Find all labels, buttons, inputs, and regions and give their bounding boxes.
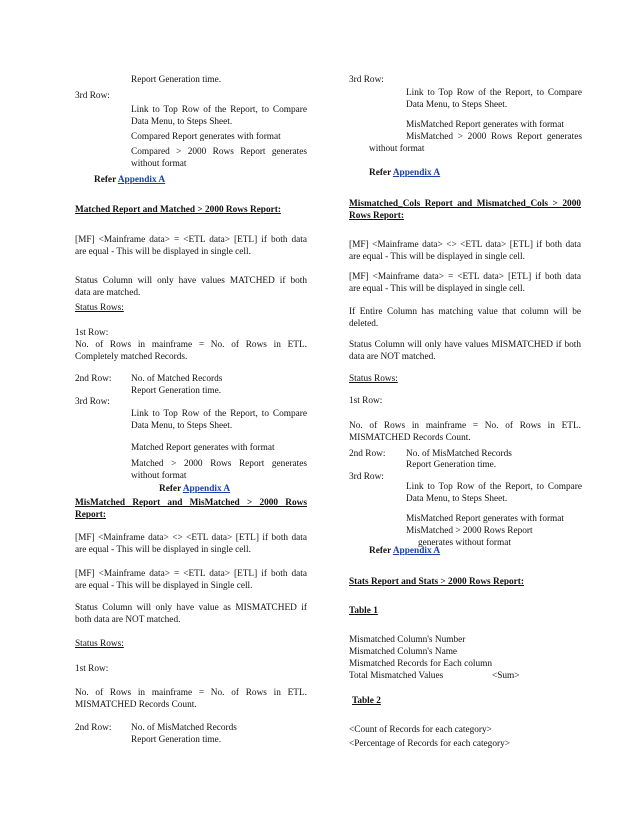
row-description: Data Menu, to Steps Sheet. — [406, 100, 508, 110]
table-value: <Sum> — [492, 671, 520, 681]
section-heading: Matched Report and Matched > 2000 Rows Report: — [75, 205, 281, 215]
row-description: No. of MisMatched Records — [131, 723, 237, 733]
format-note: MisMatched Report generates with format — [406, 120, 565, 130]
format-note: MisMatched Report generates with format — [406, 514, 565, 524]
paragraph: [MF] <Mainframe data> = <ETL data> [ETL] if both data — [75, 569, 307, 579]
format-note: Compared Report generates with format — [131, 132, 281, 142]
row-description: No. of Rows in mainframe = No. of Rows in ETL. — [75, 688, 307, 698]
paragraph: [MF] <Mainframe data> = <ETL data> [ETL] if both data — [349, 272, 581, 282]
refer-line — [94, 175, 165, 187]
status-rows-heading: Status Rows: — [349, 374, 398, 384]
table-line: Mismatched Records for Each column — [349, 659, 493, 669]
format-note: without format — [131, 471, 187, 481]
table-heading: Table 2 — [352, 696, 381, 706]
paragraph: If Entire Column has matching value that column will be — [349, 307, 581, 317]
table-line: Mismatched Column's Number — [349, 635, 466, 645]
section-heading: Stats Report and Stats > 2000 Rows Report: — [349, 577, 524, 587]
format-note: generates without format — [418, 538, 511, 548]
section-heading: MisMatched Report and MisMatched > 2000 Rows — [75, 498, 307, 508]
paragraph: [MF] <Mainframe data> = <ETL data> [ETL] if both data — [75, 235, 307, 245]
row-label: 3rd Row: — [349, 472, 384, 482]
row-label: 2nd Row: — [75, 723, 112, 733]
row-label: 1st Row: — [75, 664, 109, 674]
row-label: 2nd Row: — [75, 374, 112, 384]
paragraph: Status Column will only have values MISMATCHED if both — [349, 340, 581, 350]
refer-label: Refer — [159, 484, 182, 494]
refer-line — [369, 168, 440, 180]
format-note: Compared > 2000 Rows Report generates — [131, 147, 307, 157]
row-description: MISMATCHED Records Count. — [349, 433, 471, 443]
row-description: Report Generation time. — [131, 735, 222, 745]
paragraph: Status Column will only have value as MISMATCHED if — [75, 603, 307, 613]
refer-label: Refer — [369, 546, 392, 556]
paragraph: are equal - This will be displayed in Single cell. — [75, 581, 253, 591]
format-note: Matched > 2000 Rows Report generates — [131, 459, 307, 469]
paragraph: [MF] <Mainframe data> <> <ETL data> [ETL] if both data — [349, 240, 581, 250]
row-label: 2nd Row: — [349, 449, 386, 459]
paragraph: Status Column will only have values MATCHED if both — [75, 276, 307, 286]
paragraph: deleted. — [349, 319, 379, 329]
table-line: Total Mismatched Values — [349, 671, 444, 681]
row-label: 1st Row: — [75, 328, 109, 338]
refer-label: Refer — [369, 168, 392, 178]
status-rows-heading: Status Rows: — [75, 639, 124, 649]
row-description: No. of MisMatched Records — [406, 449, 512, 459]
row-description: Link to Top Row of the Report, to Compare — [406, 482, 582, 492]
appendix-link[interactable]: Appendix A — [182, 484, 231, 494]
paragraph: [MF] <Mainframe data> <> <ETL data> [ETL] if both data — [75, 533, 307, 543]
paragraph: are equal - This will be displayed in single cell. — [75, 247, 251, 257]
row-description: Report Generation time. — [406, 460, 497, 470]
paragraph: data are matched. — [75, 288, 141, 298]
row-label: 3rd Row: — [75, 397, 110, 407]
section-heading: Mismatched_Cols Report and Mismatched_Cols > 2000 — [349, 199, 581, 209]
row-description: No. of Matched Records — [131, 374, 223, 384]
table-line: Mismatched Column's Name — [349, 647, 458, 657]
paragraph: both data are NOT matched. — [75, 615, 181, 625]
table-line: <Count of Records for each category> — [349, 725, 492, 735]
row-description: Data Menu, to Steps Sheet. — [406, 494, 508, 504]
paragraph: are equal - This will be displayed in single cell. — [349, 252, 525, 262]
row-label: 3rd Row: — [75, 91, 110, 101]
section-heading: Report: — [75, 510, 106, 520]
row-label: 1st Row: — [349, 396, 383, 406]
paragraph: are equal - This will be displayed in single cell. — [75, 545, 251, 555]
appendix-link[interactable]: Appendix A — [117, 175, 166, 185]
format-note: without format — [369, 144, 425, 154]
report-generation-time: Report Generation time. — [131, 75, 222, 85]
row-description: Completely matched Records. — [75, 352, 188, 362]
row-description: No. of Rows in mainframe = No. of Rows in ETL. — [349, 421, 581, 431]
table-heading: Table 1 — [349, 606, 378, 616]
row-description: Link to Top Row of the Report, to Compare — [406, 88, 582, 98]
paragraph: data are NOT matched. — [349, 352, 436, 362]
appendix-link[interactable]: Appendix A — [392, 168, 441, 178]
refer-line — [369, 546, 440, 558]
refer-line — [159, 484, 230, 496]
appendix-link[interactable]: Appendix A — [392, 546, 441, 556]
format-note: without format — [131, 159, 187, 169]
format-note: MisMatched > 2000 Rows Report generates — [406, 132, 582, 142]
row-description: Data Menu, to Steps Sheet. — [131, 117, 233, 127]
paragraph: are equal - This will be displayed in single cell. — [349, 284, 525, 294]
row-description: Link to Top Row of the Report, to Compare — [131, 409, 307, 419]
table-line: <Percentage of Records for each category> — [349, 739, 510, 749]
row-description: MISMATCHED Records Count. — [75, 700, 197, 710]
row-label: 3rd Row: — [349, 75, 384, 85]
refer-label: Refer — [94, 175, 117, 185]
status-rows-heading: Status Rows: — [75, 303, 124, 313]
format-note: MisMatched > 2000 Rows Report — [406, 526, 533, 536]
section-heading: Rows Report: — [349, 211, 404, 221]
row-description: Report Generation time. — [131, 386, 222, 396]
row-description: Link to Top Row of the Report, to Compare — [131, 105, 307, 115]
format-note: Matched Report generates with format — [131, 443, 275, 453]
row-description: Data Menu, to Steps Sheet. — [131, 421, 233, 431]
row-description: No. of Rows in mainframe = No. of Rows in ETL. — [75, 340, 307, 350]
